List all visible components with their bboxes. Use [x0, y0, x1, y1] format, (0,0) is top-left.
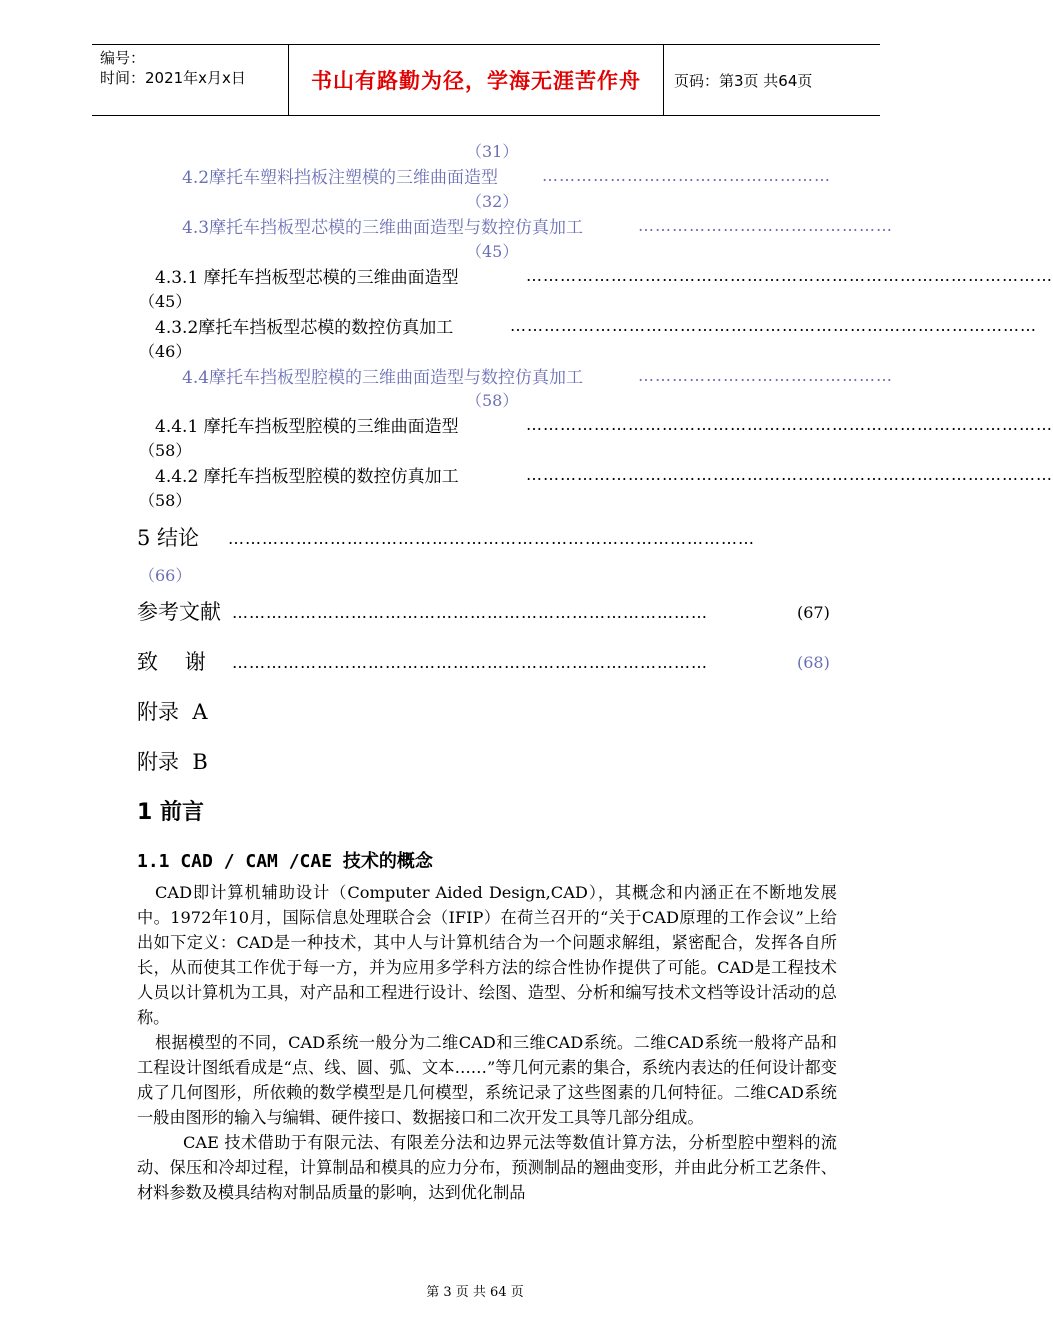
toc-page-number: （58）: [139, 491, 192, 510]
header-motto-cell: [289, 45, 664, 115]
toc-entry-title: 4.4.2 摩托车挡板型腔模的数控仿真加工: [155, 467, 459, 487]
header-page-info: 页码：第3页 共64页: [674, 71, 813, 90]
toc-entry-title: 4.3.2摩托车挡板型芯模的数控仿真加工: [155, 318, 454, 338]
toc-entry-title: 4.4摩托车挡板型腔模的三维曲面造型与数控仿真加工: [182, 368, 584, 388]
toc-page-number: （45）: [139, 292, 192, 311]
page-footer: 第 3 页 共 64 页: [426, 1285, 524, 1300]
toc-entry-title: 5 结论: [137, 526, 200, 550]
header-meta: [92, 45, 289, 115]
document-time: 时间：2021年x月x日: [100, 69, 246, 87]
toc-page-number: （45）: [466, 242, 519, 261]
paragraph: CAD即计算机辅助设计（Computer Aided Design,CAD），其概念和内涵正在不断地发展中。1972年10月，国际信息处理联合会（IFIP）在荷兰召开的“关于CAD原理的工作会议”上给出如下定义：CAD是一种技术，其中人与计算机结合为一个问题求解组，紧密配合，发挥各自所长，从而使其工作优于每一方，并为应用多学科方法的综合性协作提供了可能。CAD是工程技术人员以计算机为工具，对产品和工程进行设计、绘图、造型、分析和编写技术文档等设计活动的总称。: [137, 883, 837, 1027]
toc-leader-dots: ……………………………………………: [542, 166, 831, 185]
toc-page-number: （58）: [466, 391, 519, 410]
toc-entry-title: 致 谢: [137, 650, 206, 674]
toc-page-number: (67): [797, 603, 830, 622]
toc-page-number: （32）: [466, 192, 519, 211]
toc-leader-dots: ………………………………………: [638, 216, 893, 235]
toc-leader-dots: ………………………………………: [638, 366, 893, 385]
header-motto: 书山有路勤为径，学海无涯苦作舟: [311, 69, 641, 93]
toc-leader-dots: …………………………………………………………………………: [232, 653, 708, 672]
toc-leader-dots: …………………………………………………………………………………: [526, 465, 1053, 484]
toc-page-number: （31）: [466, 142, 519, 161]
toc-entry-title: 4.2摩托车塑料挡板注塑模的三维曲面造型: [182, 168, 499, 188]
subsection-heading: 1.1 CAD / CAM /CAE 技术的概念: [137, 851, 433, 872]
paragraph: CAE 技术借助于有限元法、有限差分法和边界元法等数值计算方法，分析型腔中塑料的流动、保压和冷却过程，计算制品和模具的应力分布，预测制品的翘曲变形，并由此分析工艺条件、材料参数及模具结构对制品质量的影响，达到优化制品: [137, 1133, 837, 1202]
toc-entry-title: 4.3摩托车挡板型芯模的三维曲面造型与数控仿真加工: [182, 218, 584, 238]
toc-entry-title: 附录 A: [137, 700, 208, 724]
section-heading: 1 前言: [137, 800, 204, 825]
toc-leader-dots: …………………………………………………………………………………: [228, 529, 755, 548]
toc-page-number: (68): [797, 653, 830, 672]
body-text: [137, 880, 837, 1205]
toc-page-number: （66）: [139, 566, 192, 585]
document-number-label: 编号：: [100, 49, 146, 67]
toc-leader-dots: …………………………………………………………………………………: [510, 316, 1037, 335]
toc-leader-dots: …………………………………………………………………………: [232, 603, 708, 622]
toc-entry-title: 4.3.1 摩托车挡板型芯模的三维曲面造型: [155, 268, 459, 288]
toc-entry-title: 参考文献: [137, 600, 221, 624]
page-header: [92, 44, 880, 116]
paragraph: 根据模型的不同，CAD系统一般分为二维CAD和三维CAD系统。二维CAD系统一般将产品和工程设计图纸看成是“点、线、圆、弧、文本……”等几何元素的集合，系统内表达的任何设计都变成了几何图形，所依赖的数学模型是几何模型，系统记录了这些图素的几何特征。二维CAD系统一般由图形的输入与编辑、硬件接口、数据接口和二次开发工具等几部分组成。: [137, 1033, 837, 1127]
toc-leader-dots: …………………………………………………………………………………: [526, 415, 1053, 434]
toc-entry-title: 附录 B: [137, 750, 208, 774]
toc-page-number: （58）: [139, 441, 192, 460]
toc-entry-title: 4.4.1 摩托车挡板型腔模的三维曲面造型: [155, 417, 459, 437]
toc-page-number: （46）: [139, 342, 192, 361]
toc-leader-dots: …………………………………………………………………………………: [526, 266, 1053, 285]
